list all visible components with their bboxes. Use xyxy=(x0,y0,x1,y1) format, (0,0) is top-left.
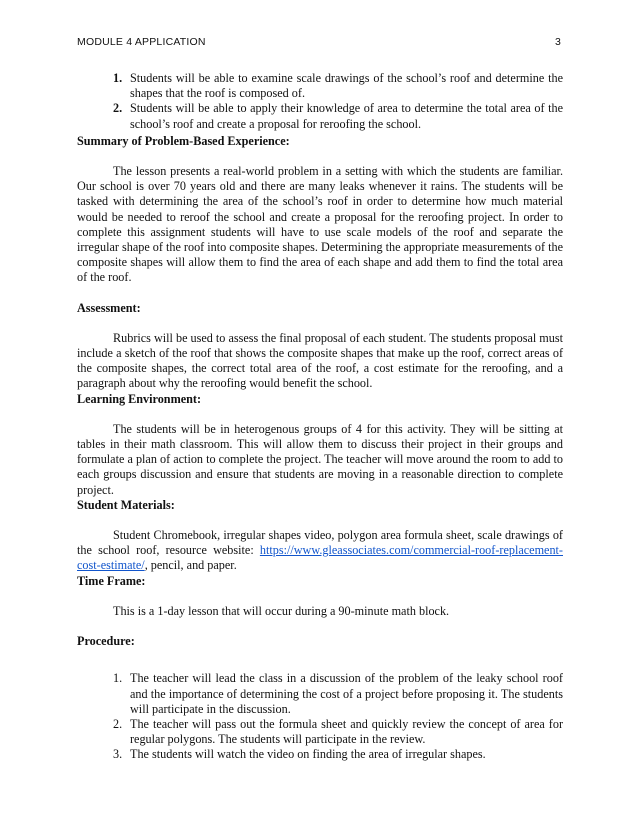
student-materials-paragraph xyxy=(77,528,563,574)
list-text: The students will watch the video on finding the area of irregular shapes. xyxy=(130,747,486,762)
list-text: Students will be able to apply their knowledge of area to determine the total area of the school’s roof and create a proposal for reroofing the school. xyxy=(130,101,563,131)
list-text: The teacher will pass out the formula sheet and quickly review the concept of area for regular polygons. The students will participate in the review. xyxy=(130,716,563,747)
learning-environment-heading: Learning Environment: xyxy=(77,391,202,406)
assessment-heading: Assessment: xyxy=(77,300,141,315)
time-frame-paragraph: This is a 1-day lesson that will occur during a 90-minute math block. xyxy=(113,603,450,618)
list-number: 2. xyxy=(113,101,123,116)
objectives-list xyxy=(77,71,563,132)
list-text: The teacher will lead the class in a discussion of the problem of the leaky school roof and the importance of determining the cost of a project before proposing it. The students will participate in the discussion. xyxy=(130,671,563,716)
page-header xyxy=(77,36,561,48)
page-body xyxy=(77,71,563,763)
procedure-heading: Procedure: xyxy=(77,634,135,649)
summary-paragraph: The lesson presents a real-world problem in a setting with which the students are familiar. Our school is over 70 years old and there are many leaks whenever it rains. The students will be tasked with determining the area of the school’s roof in order to determine how much material would be needed to reroof the school and create a proposal for the reroofing project. In order to complete this assignment students will have to use scale models of the roof and separate the irregular shape of the roof into composite shapes. Determining the appropriate measurements of the composite shapes will allow them to find the area of each shape and add them to find the total area of the roof. xyxy=(77,164,563,285)
list-item xyxy=(77,671,563,717)
list-text: Students will be able to examine scale drawings of the school’s roof and determine the shapes that the roof is composed of. xyxy=(130,71,563,101)
list-number: 1. xyxy=(113,671,123,686)
student-materials-heading: Student Materials: xyxy=(77,497,175,512)
running-head: MODULE 4 APPLICATION xyxy=(77,36,206,48)
list-number: 1. xyxy=(113,71,123,85)
list-number: 3. xyxy=(113,747,123,762)
resource-link[interactable]: https://www.gleassociates.com/commercial-roof-replacement-cost-estimate/ xyxy=(77,543,563,573)
list-item xyxy=(77,101,563,131)
list-item xyxy=(77,717,563,747)
materials-text-end: , pencil, and paper. xyxy=(144,558,237,573)
time-frame-heading: Time Frame: xyxy=(77,573,146,588)
list-item xyxy=(77,747,563,762)
learning-environment-paragraph: The students will be in heterogenous groups of 4 for this activity. They will be sitting at tables in their math classroom. This will allow them to discuss their project in their groups and formulate a plan of action to complete the project. The teacher will move around the room to add to each groups discussion and ensure that students are moving in a reasonable direction to complete project. xyxy=(77,421,563,497)
page-number: 3 xyxy=(554,36,561,48)
procedure-list xyxy=(77,671,563,762)
assessment-paragraph: Rubrics will be used to assess the final proposal of each student. The students proposal must include a sketch of the roof that shows the composite shapes that make up the roof, correct areas of the composite shapes, the correct total area of the roof, a cost estimate for the reroofing, and a paragraph about why the reroofing would benefit the school. xyxy=(77,330,563,391)
list-item xyxy=(77,71,563,101)
summary-heading: Summary of Problem-Based Experience: xyxy=(77,133,290,148)
materials-text: Student Chromebook, irregular shapes video, polygon area formula sheet, scale drawings of the school roof, resource website: xyxy=(77,528,563,558)
list-number: 2. xyxy=(113,716,123,731)
